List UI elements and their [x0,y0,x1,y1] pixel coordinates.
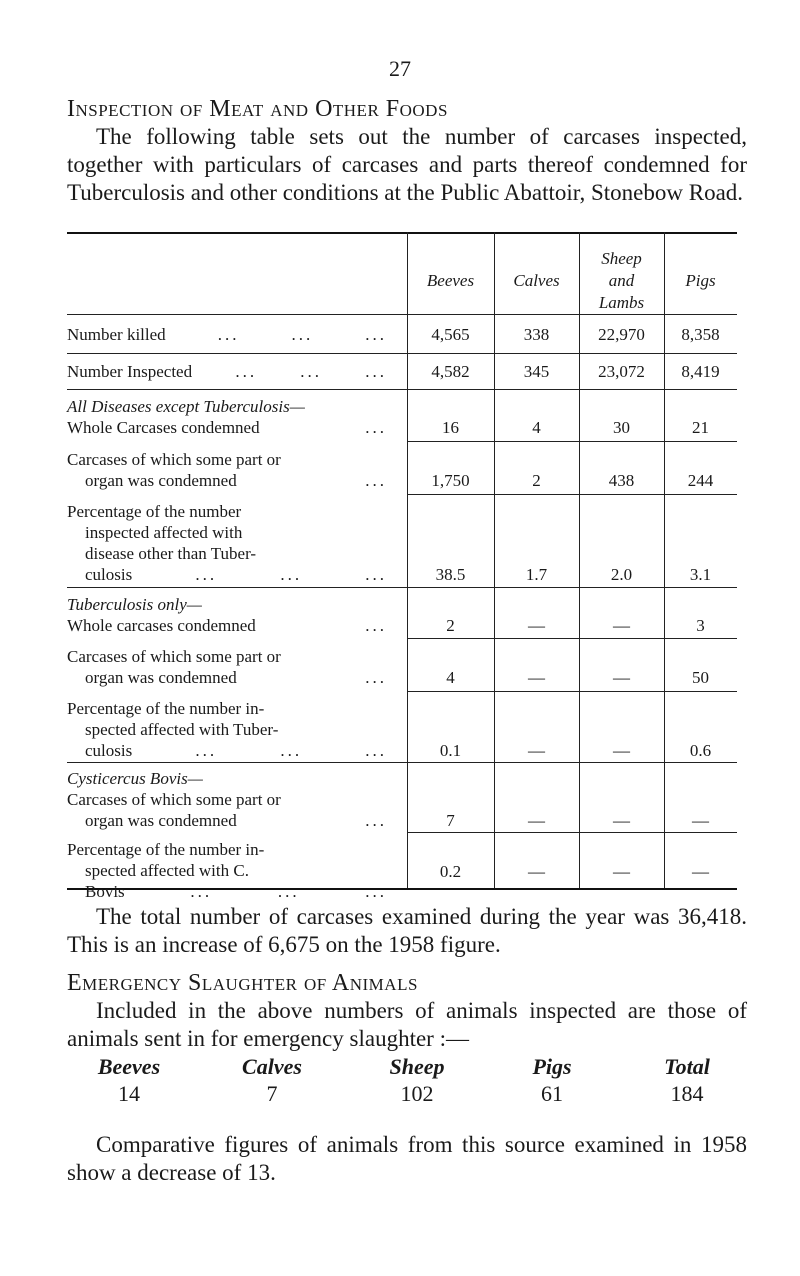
cell-cb-part-calves: — [528,811,545,830]
cell-tb-part-sheep: — [613,668,630,687]
leader-dots: ... [280,741,303,760]
cell-inspected-beeves: 4,582 [431,362,470,381]
cell-cb-part-beeves: 7 [446,811,455,830]
label-text: Whole Carcases condemned [67,418,260,437]
rule-all-pct [67,587,737,588]
leader-dots: ... [291,325,314,344]
label-text: Whole carcases condemned [67,616,256,635]
emergency-paragraph-text: Included in the above numbers of animals inspected are those of animals sent in for emergency slaughter :— [67,998,747,1051]
emergency-header-total: Total [664,1054,710,1079]
cell-all-pct-calves: 1.7 [525,565,548,584]
cell-all-pct-sheep: 2.0 [610,565,633,584]
emergency-value-pigs: 61 [541,1081,563,1106]
label-text: culosis [85,741,133,760]
cell-all-part-pigs: 244 [687,471,714,490]
leader-dots: ... [280,565,303,584]
row-label-inspected [67,361,387,382]
leader-dots: ... [365,811,387,830]
label-text: spected affected with Tuber- [85,720,279,739]
comparative-paragraph-text: Comparative figures of animals from this source examined in 1958 show a decrease of 13. [67,1132,747,1185]
leader-dots: ... [365,565,387,584]
rule-killed [67,353,737,354]
label-text: Number Inspected [67,362,193,381]
leader-dots: ... [365,668,387,687]
cell-all-pct-beeves: 38.5 [435,565,466,584]
rule-all-whole [407,441,737,442]
row-label-tb-whole [67,615,387,636]
section-tuberculosis: Tuberculosis only— [67,595,202,614]
cell-all-whole-sheep: 30 [613,418,630,437]
row-label-all-pct [67,501,387,585]
header-beeves: Beeves [426,271,475,290]
leader-dots: ... [365,325,387,344]
rule-cb-part [407,832,737,833]
page-number: 27 [389,56,411,81]
cell-inspected-pigs: 8,419 [681,362,720,381]
emergency-value-calves: 7 [266,1081,278,1106]
cell-tb-part-pigs: 50 [692,668,709,687]
header-pigs: Pigs [685,271,716,290]
label-text: organ was condemned [85,811,237,830]
leader-dots: ... [365,471,387,490]
leader-dots: ... [217,325,240,344]
cell-killed-calves: 338 [523,325,550,344]
label-text: culosis [85,565,133,584]
leader-dots: ... [365,616,387,635]
leader-dots: ... [300,362,323,381]
cell-tb-whole-beeves: 2 [446,616,455,635]
emergency-header-calves: Calves [242,1054,302,1079]
header-sheep-line1: Sheep [601,249,642,268]
label-text: Number killed [67,325,166,344]
cell-cb-pct-beeves: 0.2 [439,862,462,881]
cell-tb-part-calves: — [528,668,545,687]
emergency-header-pigs: Pigs [532,1054,572,1079]
label-text: Percentage of the number in- [67,699,265,718]
emergency-paragraph [67,997,747,1053]
cell-killed-pigs: 8,358 [681,325,720,344]
rule-all-part [407,494,737,495]
cell-tb-pct-calves: — [528,741,545,760]
header-sheep-line2: and [608,271,635,290]
leader-dots: ... [195,741,218,760]
row-label-tb-pct [67,698,387,761]
intro-paragraph [67,123,747,207]
label-text: Bovis [85,882,125,901]
leader-dots: ... [235,362,258,381]
cell-tb-pct-beeves: 0.1 [439,741,462,760]
cell-killed-sheep: 22,970 [598,325,645,344]
emergency-value-beeves: 14 [118,1081,140,1106]
label-text: organ was condemned [85,471,237,490]
emergency-value-sheep: 102 [400,1081,434,1106]
leader-dots: ... [365,362,387,381]
leader-dots: ... [365,418,387,437]
row-label-all-whole [67,417,387,438]
cell-tb-pct-sheep: — [613,741,630,760]
label-text: Percentage of the number in- [67,840,265,859]
cell-inspected-calves: 345 [523,362,550,381]
leader-dots: ... [365,741,387,760]
header-rule [67,314,737,315]
cell-all-whole-beeves: 16 [442,418,459,437]
rule-tb-pct [67,762,737,763]
cell-all-part-sheep: 438 [608,471,635,490]
cell-all-whole-calves: 4 [532,418,541,437]
cell-cb-pct-calves: — [528,862,545,881]
cell-tb-whole-pigs: 3 [696,616,705,635]
leader-dots: ... [277,882,300,901]
header-sheep-lambs [579,248,664,314]
heading-emergency: Emergency Slaughter of Animals [67,970,418,996]
cell-cb-part-pigs: — [692,811,709,830]
leader-dots: ... [365,882,387,901]
total-paragraph [67,903,747,959]
label-text: inspected affected with [85,523,243,542]
rule-tb-whole [407,638,737,639]
cell-cb-pct-sheep: — [613,862,630,881]
cell-killed-beeves: 4,565 [431,325,470,344]
emergency-header-sheep: Sheep [389,1054,445,1079]
cell-inspected-sheep: 23,072 [598,362,645,381]
rule-tb-part [407,691,737,692]
heading-inspection: Inspection of Meat and Other Foods [67,96,448,122]
header-sheep-line3: Lambs [598,293,645,312]
cell-all-part-calves: 2 [532,471,541,490]
label-text: disease other than Tuber- [85,544,257,563]
rule-inspected [67,389,737,390]
label-text: organ was condemned [85,668,237,687]
section-cysticercus-bovis: Cysticercus Bovis— [67,769,203,788]
row-label-all-part [67,449,387,491]
cell-tb-part-beeves: 4 [446,668,455,687]
cell-all-whole-pigs: 21 [692,418,709,437]
cell-tb-pct-pigs: 0.6 [689,741,712,760]
leader-dots: ... [195,565,218,584]
label-text: spected affected with C. [85,861,249,880]
header-calves: Calves [513,271,560,290]
label-text: Carcases of which some part or [67,647,281,666]
table-top-rule [67,232,737,234]
cell-all-part-beeves: 1,750 [431,471,470,490]
leader-dots: ... [190,882,213,901]
row-label-killed [67,324,387,345]
total-paragraph-text: The total number of carcases examined during the year was 36,418. This is an increase of 6,675 on the 1958 figure. [67,904,747,957]
comparative-paragraph [67,1131,747,1187]
row-label-tb-part [67,646,387,688]
cell-tb-whole-sheep: — [613,616,630,635]
cell-tb-whole-calves: — [528,616,545,635]
emergency-header-beeves: Beeves [97,1054,161,1079]
section-all-diseases: All Diseases except Tuberculosis— [67,397,305,416]
label-text: Carcases of which some part or [67,790,281,809]
cell-cb-pct-pigs: — [692,862,709,881]
label-text: Percentage of the number [67,502,242,521]
emergency-value-total: 184 [670,1081,704,1106]
cell-all-pct-pigs: 3.1 [689,565,712,584]
cell-cb-part-sheep: — [613,811,630,830]
label-text: Carcases of which some part or [67,450,281,469]
row-label-cb-part [67,789,387,831]
intro-paragraph-text: The following table sets out the number of carcases inspected, together with particulars of carcases and parts thereof condemned for Tuberculosis and other conditions at the Public Abattoir, Stonebow Road. [67,124,747,205]
row-label-cb-pct [67,839,387,902]
